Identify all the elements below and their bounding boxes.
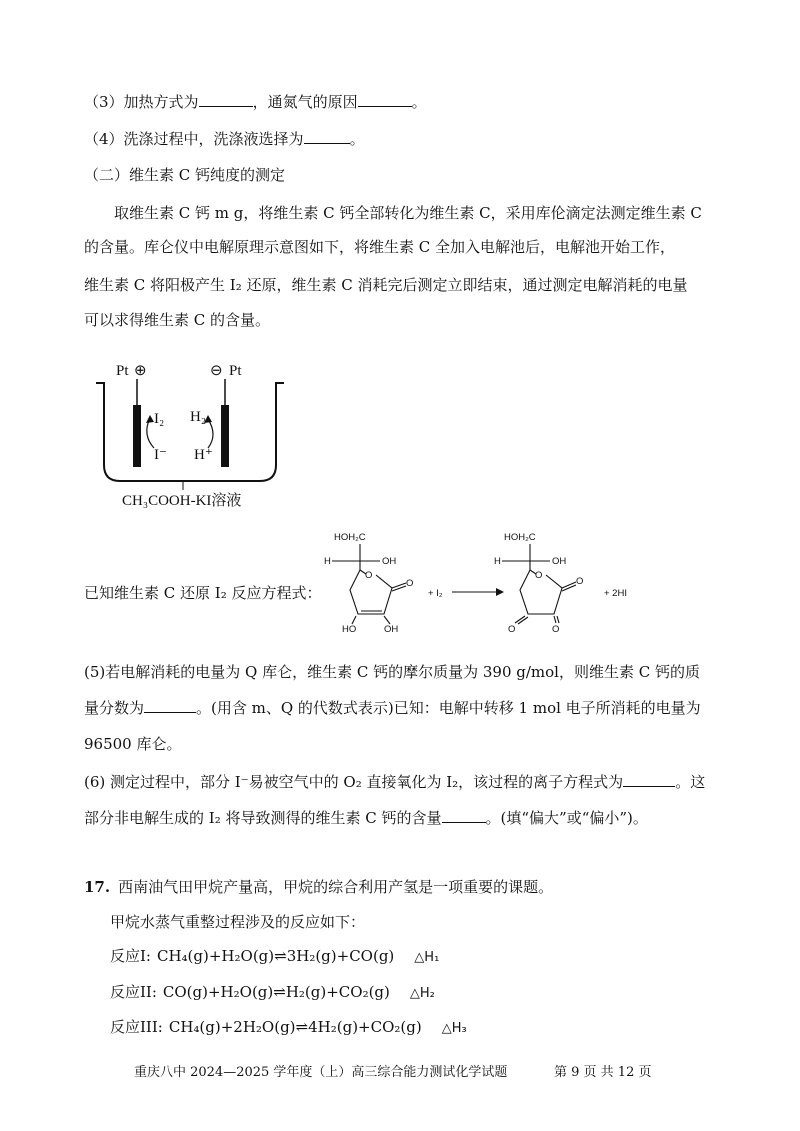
ketone-o-label: O [508, 624, 516, 635]
cathode-electrode [221, 405, 229, 467]
reaction-intro: 已知维生素 C 还原 I₂ 反应方程式： [84, 584, 322, 602]
iminus-label: I⁻ [154, 447, 167, 463]
plus-2hi-label: + 2HI [604, 588, 627, 599]
answer-blank[interactable] [199, 90, 253, 107]
ho-label: HO [342, 624, 357, 635]
h-label: H [324, 556, 331, 567]
footer-page-number: 第 9 页 共 12 页 [554, 1065, 652, 1080]
question-17-subtext: 甲烷水蒸气重整过程涉及的反应如下： [110, 913, 366, 931]
h-label: H [494, 556, 501, 567]
question-5-line1: (5)若电解消耗的电量为 Q 库仑，维生素 C 钙的摩尔质量为 390 g/mol，则维生素 C 钙的质 [84, 663, 700, 681]
answer-blank[interactable] [304, 127, 350, 144]
reaction-3: 反应III: CH₄(g)+2H₂O(g)⇌4H₂(g)+CO₂(g) △H₃ [110, 1018, 467, 1036]
oh-label: OH [384, 624, 399, 635]
ketone-o-label: O [552, 624, 560, 635]
hplus-label: H⁺ [194, 447, 213, 463]
intro-line: 维生素 C 将阳极产生 I₂ 还原，维生素 C 消耗完后测定立即结束，通过测定电解消耗的电量 [84, 276, 688, 294]
intro-line: 取维生素 C 钙 m g，将维生素 C 钙全部转化为维生素 C，采用库伦滴定法测定维生素 C [114, 204, 702, 222]
anode-label: Pt [116, 363, 129, 379]
intro-line: 的含量。库仑仪中电解原理示意图如下，将维生素 C 全加入电解池后，电解池开始工作， [84, 238, 676, 256]
i2-label: I₂ [154, 411, 165, 427]
question-4: （4）洗涤过程中，洗涤液选择为 。 [84, 127, 365, 149]
solution-label: CH₃COOH-KI溶液 [122, 493, 242, 509]
vitamin-c-reaction [320, 528, 680, 648]
answer-blank[interactable] [623, 770, 675, 787]
electrolysis-diagram [90, 355, 290, 515]
answer-blank[interactable] [144, 696, 196, 713]
beaker [96, 383, 284, 481]
reaction-1: 反应I: CH₄(g)+H₂O(g)⇌3H₂(g)+CO(g) △H₁ [110, 947, 440, 965]
question-3: （3）加热方式为 ，通氮气的原因 。 [84, 90, 427, 112]
answer-blank[interactable] [358, 90, 412, 107]
question-5-line3: 96500 库仑。 [84, 735, 182, 753]
intro-line: 可以求得维生素 C 的含量。 [84, 311, 271, 329]
question-5-line2: 量分数为 。(用含 m、Q 的代数式表示)已知：电解中转移 1 mol 电子所消耗的电量为 [84, 696, 701, 718]
question-6-line2: 部分非电解生成的 I₂ 将导致测得的维生素 C 钙的含量 。(填“偏大”或“偏小”)。 [84, 806, 648, 828]
oh-label: OH [552, 556, 567, 567]
plus-i2-label: + I₂ [428, 588, 443, 599]
carbonyl-o-label: O [576, 576, 584, 587]
hoh2c-label: HOH₂C [334, 532, 366, 543]
anode-plus-icon: ⊕ [134, 363, 147, 379]
carbonyl-o-label: O [406, 578, 414, 589]
cathode-label: Pt [229, 363, 242, 379]
ring-o-label: O [365, 570, 373, 581]
ring-o-label: O [535, 570, 543, 581]
cathode-minus-icon: ⊖ [210, 363, 223, 379]
hoh2c-label: HOH₂C [504, 532, 536, 543]
oh-label: OH [382, 556, 397, 567]
answer-blank[interactable] [442, 806, 486, 823]
question-6-line1: (6) 测定过程中，部分 I⁻易被空气中的 O₂ 直接氧化为 I₂，该过程的离子方程式为 。这 [84, 770, 705, 792]
question-17: 17. 西南油气田甲烷产量高，甲烷的综合利用产氢是一项重要的课题。 [84, 878, 554, 896]
footer-title: 重庆八中 2024—2025 学年度（上）高三综合能力测试化学试题 [134, 1065, 508, 1080]
section-heading: （二）维生素 C 钙纯度的测定 [84, 166, 286, 184]
anode-electrode [133, 405, 141, 467]
h2-label: H₂ [190, 409, 207, 425]
reaction-2: 反应II: CO(g)+H₂O(g)⇌H₂(g)+CO₂(g) △H₂ [110, 983, 435, 1001]
